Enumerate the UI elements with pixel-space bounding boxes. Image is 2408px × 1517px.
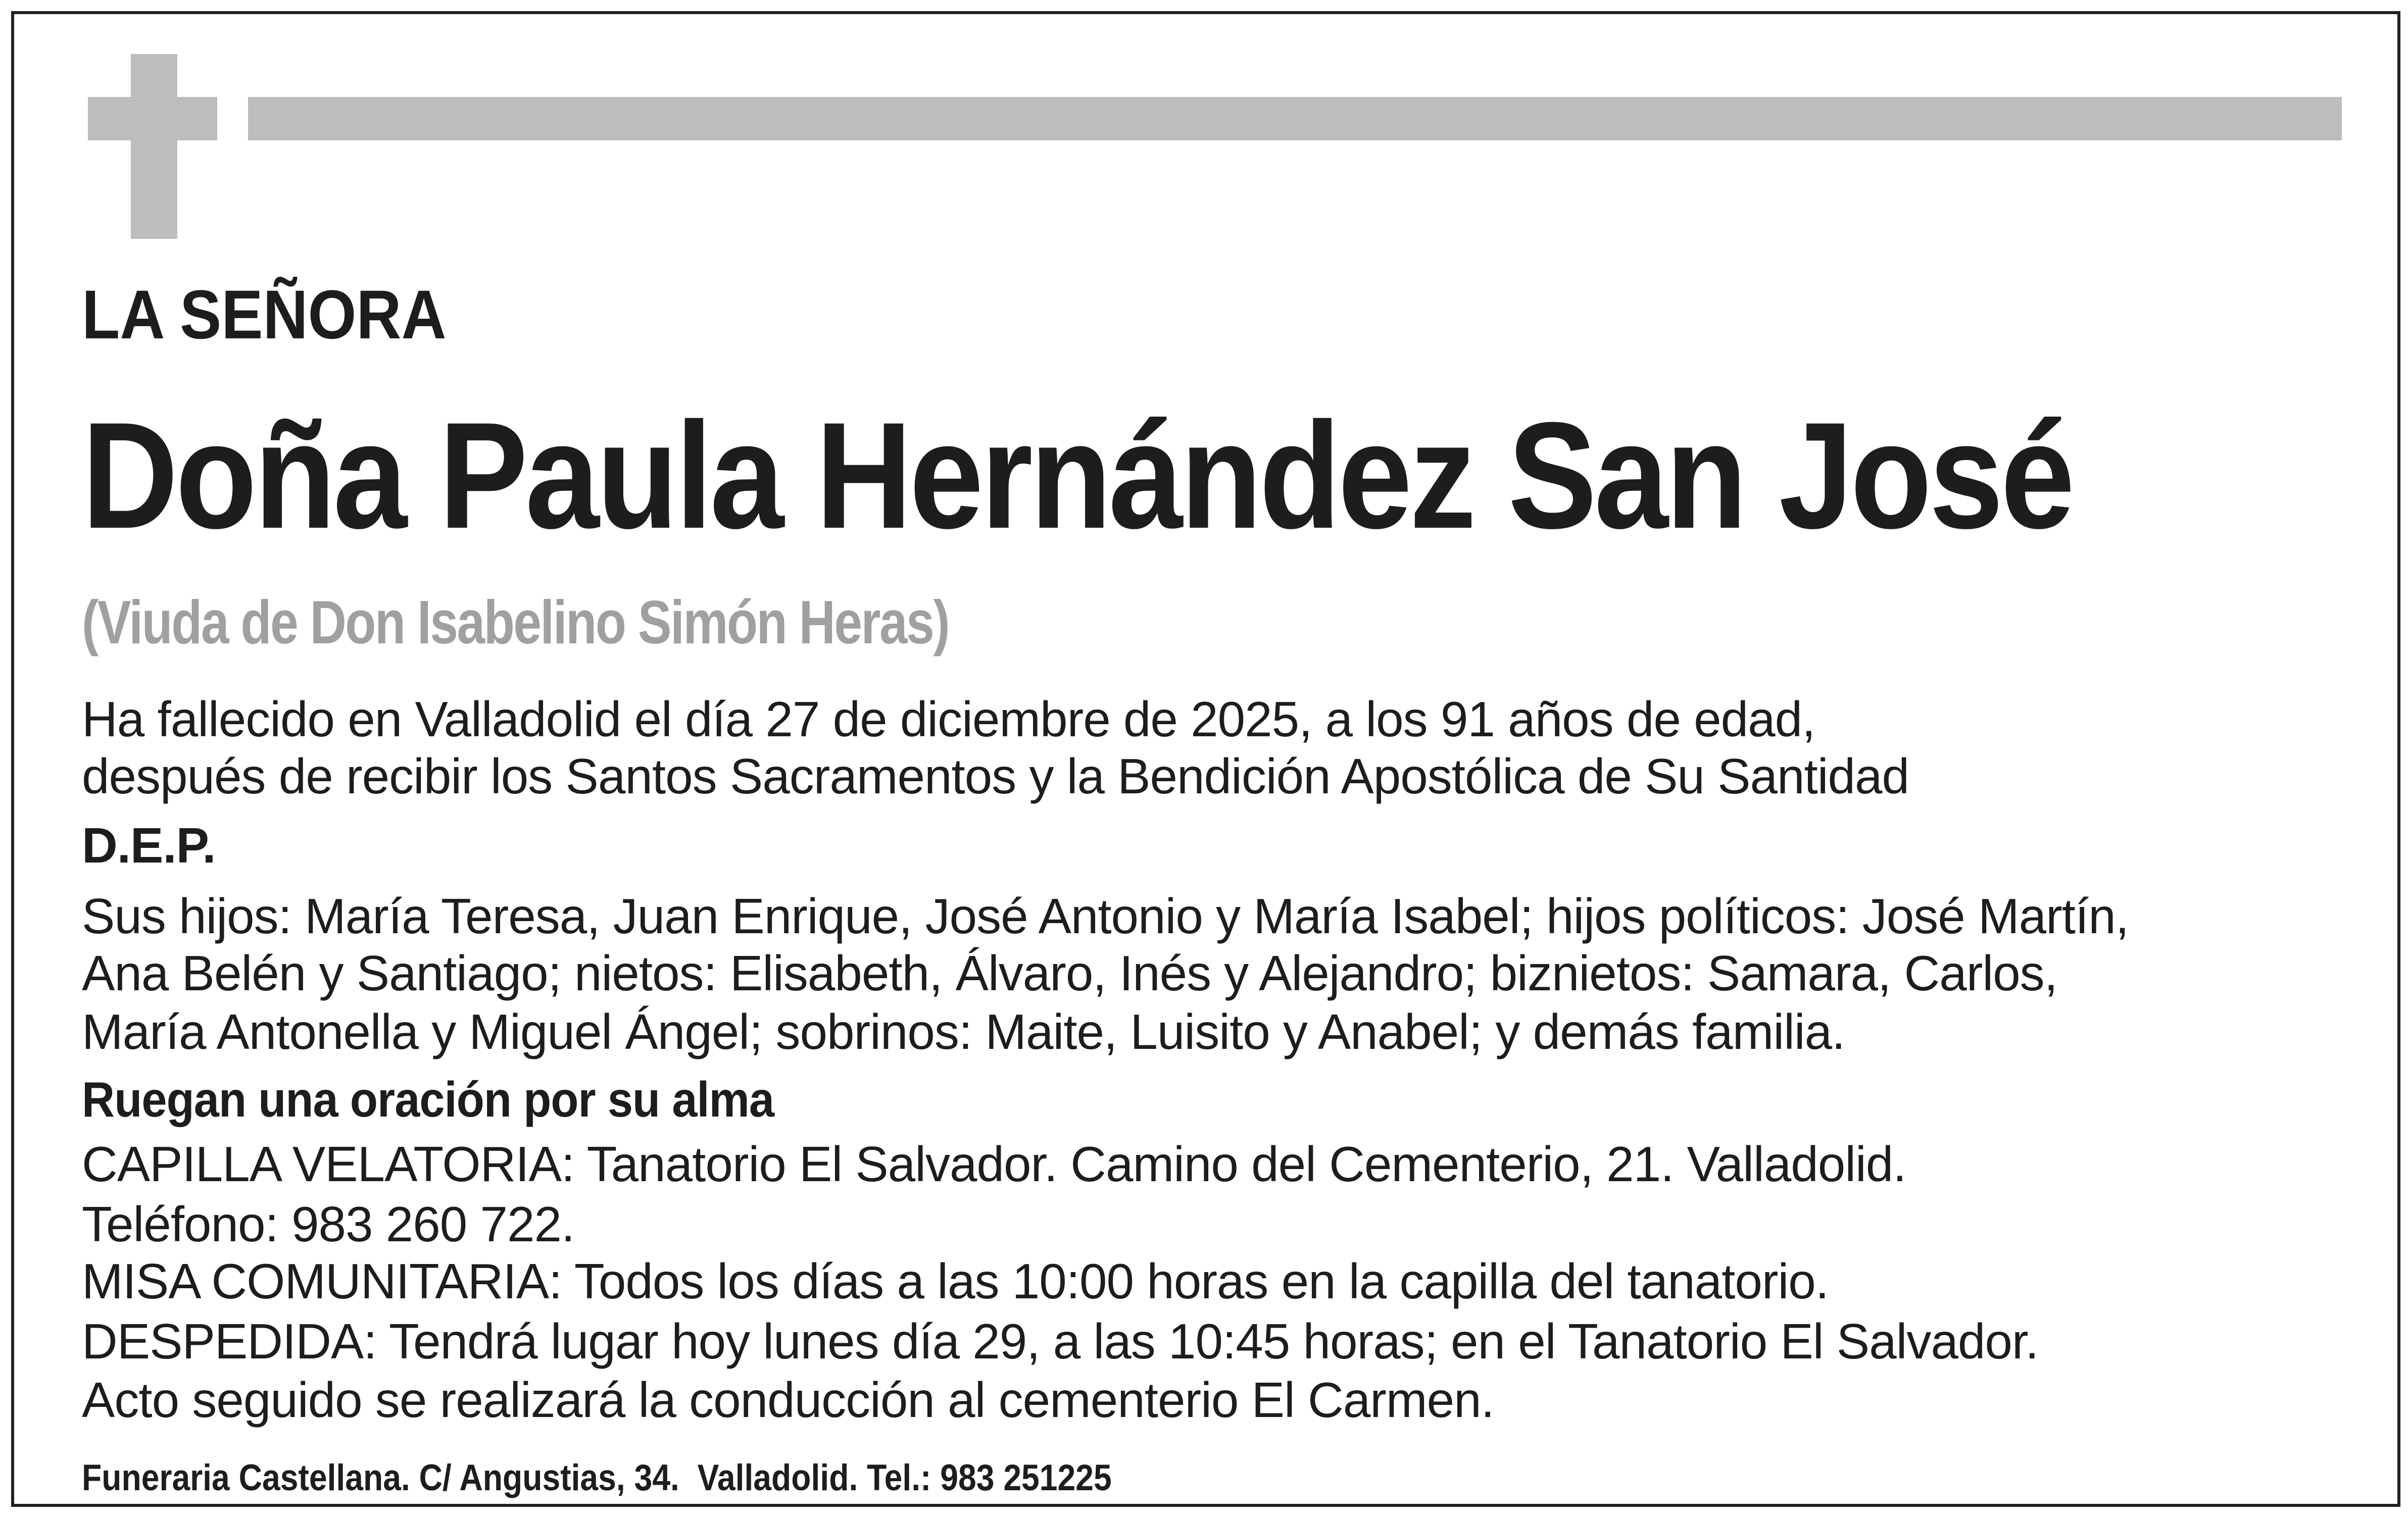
detail-line: MISA COMUNITARIA: Todos los días a las 10:00 horas en la capilla del tanatorio. xyxy=(82,1253,1829,1309)
detail-line: Teléfono: 983 260 722. xyxy=(82,1196,575,1252)
family-line: Ana Belén y Santiago; nietos: Elisabeth, Álvaro, Inés y Alejandro; biznietos: Samara, Carlos, xyxy=(82,945,2057,1001)
prayer-request: Ruegan una oración por su alma xyxy=(82,1072,774,1127)
funeral-home-footer: Funeraria Castellana. C/ Angustias, 34. Valladolid. Tel.: 983 251225 xyxy=(82,1457,1112,1498)
death-line: Ha fallecido en Valladolid el día 27 de diciembre de 2025, a los 91 años de edad, xyxy=(82,691,1815,747)
family-line: Sus hijos: María Teresa, Juan Enrique, José Antonio y María Isabel; hijos políticos: José Martín, xyxy=(82,888,2129,944)
deceased-name: Doña Paula Hernández San José xyxy=(82,390,2073,560)
family-line: María Antonella y Miguel Ángel; sobrinos: Maite, Luisito y Anabel; y demás familia. xyxy=(82,1004,1845,1059)
detail-line: CAPILLA VELATORIA: Tanatorio El Salvador. Camino del Cementerio, 21. Valladolid. xyxy=(82,1136,1906,1192)
detail-line: DESPEDIDA: Tendrá lugar hoy lunes día 29, a las 10:45 horas; en el Tanatorio El Salvador. xyxy=(82,1313,2039,1369)
header-rule xyxy=(248,97,2342,140)
title-prefix: LA SEÑORA xyxy=(82,276,447,353)
detail-line: Acto seguido se realizará la conducción al cementerio El Carmen. xyxy=(82,1372,1494,1428)
dep-label: D.E.P. xyxy=(82,818,216,873)
widow-subtitle: (Viuda de Don Isabelino Simón Heras) xyxy=(82,588,949,656)
death-line: después de recibir los Santos Sacramentos y la Bendición Apostólica de Su Santidad xyxy=(82,748,1909,804)
